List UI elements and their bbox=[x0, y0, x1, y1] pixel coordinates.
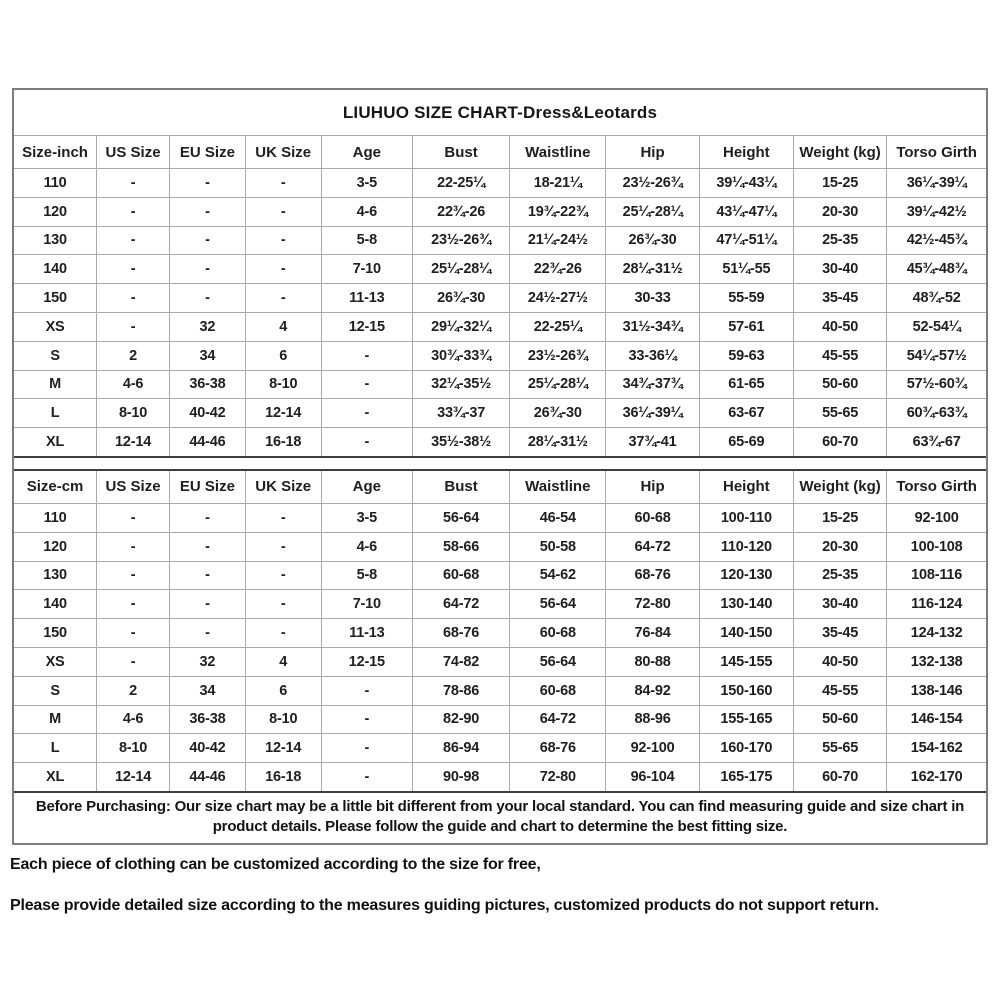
table-cell: 29¼-32¼ bbox=[412, 312, 509, 341]
table-cell: XS bbox=[14, 647, 97, 676]
table-cell: 78-86 bbox=[412, 676, 509, 705]
table-cell: 42½-45¾ bbox=[887, 226, 986, 255]
table-cell: 40-42 bbox=[170, 734, 246, 763]
table-cell: 68-76 bbox=[606, 561, 699, 590]
table-cell: 50-60 bbox=[793, 705, 886, 734]
chart-title: LIUHUO SIZE CHART-Dress&Leotards bbox=[14, 90, 986, 136]
table-cell: 31½-34¾ bbox=[606, 312, 699, 341]
table-cell: 108-116 bbox=[887, 561, 986, 590]
table-cell: 12-14 bbox=[97, 763, 170, 792]
table-cell: 15-25 bbox=[793, 169, 886, 198]
table-cell: 15-25 bbox=[793, 503, 886, 532]
table-row bbox=[14, 312, 986, 341]
table-cell: M bbox=[14, 370, 97, 399]
table-cell: S bbox=[14, 341, 97, 370]
table-cell: 12-15 bbox=[321, 312, 412, 341]
column-header: Size-cm bbox=[14, 470, 97, 504]
table-cell: - bbox=[170, 561, 246, 590]
table-cell: 120 bbox=[14, 532, 97, 561]
table-cell: 5-8 bbox=[321, 561, 412, 590]
table-cell: 140 bbox=[14, 590, 97, 619]
table-cell: 5-8 bbox=[321, 226, 412, 255]
table-cell: 25¼-28¼ bbox=[606, 197, 699, 226]
table-cell: 74-82 bbox=[412, 647, 509, 676]
table-cell: 60¾-63¾ bbox=[887, 399, 986, 428]
table-cell: 100-108 bbox=[887, 532, 986, 561]
table-cell: 80-88 bbox=[606, 647, 699, 676]
table-cell: 23½-26¾ bbox=[606, 169, 699, 198]
table-cell: 57-61 bbox=[699, 312, 793, 341]
table-cell: - bbox=[245, 532, 321, 561]
table-cell: 2 bbox=[97, 341, 170, 370]
table-cell: 86-94 bbox=[412, 734, 509, 763]
table-cell: - bbox=[245, 169, 321, 198]
table-cell: 40-42 bbox=[170, 399, 246, 428]
table-cell: 32 bbox=[170, 312, 246, 341]
table-cell: 72-80 bbox=[510, 763, 606, 792]
table-cell: M bbox=[14, 705, 97, 734]
customization-note-line2: Please provide detailed size according to the measures guiding pictures, customized products do not support return. bbox=[10, 897, 879, 914]
table-cell: 21¼-24½ bbox=[510, 226, 606, 255]
table-cell: 26¾-30 bbox=[606, 226, 699, 255]
table-cell: 90-98 bbox=[412, 763, 509, 792]
table-row bbox=[14, 590, 986, 619]
table-cell: 50-60 bbox=[793, 370, 886, 399]
column-header: US Size bbox=[97, 136, 170, 169]
table-cell: 46-54 bbox=[510, 503, 606, 532]
table-cell: - bbox=[321, 399, 412, 428]
table-cell: - bbox=[97, 647, 170, 676]
table-cell: 63¾-67 bbox=[887, 428, 986, 457]
table-cell: 22-25¼ bbox=[510, 312, 606, 341]
table-row bbox=[14, 676, 986, 705]
table-cell: 72-80 bbox=[606, 590, 699, 619]
size-table-inch bbox=[14, 136, 986, 458]
column-header: Hip bbox=[606, 470, 699, 504]
table-cell: - bbox=[321, 341, 412, 370]
table-cell: 22-25¼ bbox=[412, 169, 509, 198]
table-cell: 146-154 bbox=[887, 705, 986, 734]
table-row bbox=[14, 532, 986, 561]
table-cell: 8-10 bbox=[97, 399, 170, 428]
table-cell: 145-155 bbox=[699, 647, 793, 676]
table-cell: 64-72 bbox=[510, 705, 606, 734]
column-header: Bust bbox=[412, 136, 509, 169]
table-cell: 68-76 bbox=[412, 619, 509, 648]
table-cell: - bbox=[170, 619, 246, 648]
table-cell: - bbox=[170, 590, 246, 619]
table-cell: 39¼-43¼ bbox=[699, 169, 793, 198]
table-cell: 36-38 bbox=[170, 705, 246, 734]
table-cell: 11-13 bbox=[321, 284, 412, 313]
table-cell: 34¾-37¾ bbox=[606, 370, 699, 399]
table-cell: - bbox=[245, 561, 321, 590]
size-chart-panel bbox=[12, 88, 988, 845]
table-cell: 132-138 bbox=[887, 647, 986, 676]
table-cell: 39¼-42½ bbox=[887, 197, 986, 226]
table-cell: 60-70 bbox=[793, 428, 886, 457]
table-cell: - bbox=[97, 197, 170, 226]
table-cell: 45¾-48¾ bbox=[887, 255, 986, 284]
table-cell: - bbox=[97, 284, 170, 313]
table-cell: - bbox=[170, 226, 246, 255]
column-header: Waistline bbox=[510, 470, 606, 504]
table-row bbox=[14, 226, 986, 255]
column-header: US Size bbox=[97, 470, 170, 504]
table-cell: 4 bbox=[245, 312, 321, 341]
table-row bbox=[14, 503, 986, 532]
table-cell: 23½-26¾ bbox=[412, 226, 509, 255]
table-cell: 130-140 bbox=[699, 590, 793, 619]
table-cell: 4-6 bbox=[321, 532, 412, 561]
table-cell: 155-165 bbox=[699, 705, 793, 734]
table-cell: 25-35 bbox=[793, 561, 886, 590]
table-row bbox=[14, 370, 986, 399]
table-cell: 130 bbox=[14, 561, 97, 590]
table-cell: 4-6 bbox=[97, 705, 170, 734]
table-cell: 25¼-28¼ bbox=[510, 370, 606, 399]
table-cell: 40-50 bbox=[793, 312, 886, 341]
table-cell: 140 bbox=[14, 255, 97, 284]
table-cell: - bbox=[321, 705, 412, 734]
table-body-inch bbox=[14, 169, 986, 457]
table-cell: 110 bbox=[14, 503, 97, 532]
table-cell: - bbox=[245, 226, 321, 255]
table-cell: 154-162 bbox=[887, 734, 986, 763]
section-gap bbox=[14, 458, 986, 469]
table-cell: 88-96 bbox=[606, 705, 699, 734]
table-cell: 12-14 bbox=[245, 734, 321, 763]
table-cell: XL bbox=[14, 763, 97, 792]
column-header: Torso Girth bbox=[887, 470, 986, 504]
table-cell: 23½-26¾ bbox=[510, 341, 606, 370]
table-cell: 130 bbox=[14, 226, 97, 255]
column-header: Height bbox=[699, 136, 793, 169]
table-cell: - bbox=[97, 255, 170, 284]
table-cell: 56-64 bbox=[510, 590, 606, 619]
table-cell: - bbox=[170, 503, 246, 532]
table-cell: S bbox=[14, 676, 97, 705]
column-header: EU Size bbox=[170, 470, 246, 504]
table-cell: 4-6 bbox=[97, 370, 170, 399]
table-cell: 30¾-33¾ bbox=[412, 341, 509, 370]
table-cell: 76-84 bbox=[606, 619, 699, 648]
table-cell: - bbox=[170, 532, 246, 561]
size-table-cm bbox=[14, 469, 986, 793]
table-row bbox=[14, 619, 986, 648]
table-cell: 124-132 bbox=[887, 619, 986, 648]
table-cell: 30-40 bbox=[793, 255, 886, 284]
table-cell: 6 bbox=[245, 676, 321, 705]
table-cell: 24½-27½ bbox=[510, 284, 606, 313]
column-header: UK Size bbox=[245, 470, 321, 504]
column-header: Bust bbox=[412, 470, 509, 504]
table-cell: 7-10 bbox=[321, 590, 412, 619]
table-cell: - bbox=[97, 503, 170, 532]
table-cell: 19¾-22¾ bbox=[510, 197, 606, 226]
table-cell: 25¼-28¼ bbox=[412, 255, 509, 284]
table-cell: - bbox=[170, 255, 246, 284]
table-cell: 140-150 bbox=[699, 619, 793, 648]
table-cell: 16-18 bbox=[245, 428, 321, 457]
table-cell: 37¾-41 bbox=[606, 428, 699, 457]
table-cell: 150 bbox=[14, 619, 97, 648]
column-header: Size-inch bbox=[14, 136, 97, 169]
table-cell: 8-10 bbox=[245, 370, 321, 399]
table-row bbox=[14, 255, 986, 284]
table-cell: 60-68 bbox=[510, 676, 606, 705]
table-cell: 60-70 bbox=[793, 763, 886, 792]
table-cell: 150 bbox=[14, 284, 97, 313]
table-cell: - bbox=[97, 312, 170, 341]
table-cell: 51¼-55 bbox=[699, 255, 793, 284]
table-cell: 96-104 bbox=[606, 763, 699, 792]
table-row bbox=[14, 705, 986, 734]
table-cell: 54¼-57½ bbox=[887, 341, 986, 370]
table-cell: 48¾-52 bbox=[887, 284, 986, 313]
column-header: Age bbox=[321, 136, 412, 169]
table-cell: 6 bbox=[245, 341, 321, 370]
table-cell: 36¼-39¼ bbox=[887, 169, 986, 198]
table-cell: 60-68 bbox=[412, 561, 509, 590]
table-cell: 16-18 bbox=[245, 763, 321, 792]
table-cell: 34 bbox=[170, 341, 246, 370]
table-row bbox=[14, 647, 986, 676]
column-header: Weight (kg) bbox=[793, 136, 886, 169]
table-cell: 44-46 bbox=[170, 428, 246, 457]
table-row bbox=[14, 734, 986, 763]
column-header: UK Size bbox=[245, 136, 321, 169]
column-header: Weight (kg) bbox=[793, 470, 886, 504]
table-cell: 12-15 bbox=[321, 647, 412, 676]
header-row-inch bbox=[14, 136, 986, 169]
table-cell: 82-90 bbox=[412, 705, 509, 734]
table-cell: 40-50 bbox=[793, 647, 886, 676]
table-cell: 33¾-37 bbox=[412, 399, 509, 428]
table-cell: 44-46 bbox=[170, 763, 246, 792]
table-cell: - bbox=[245, 197, 321, 226]
table-cell: 54-62 bbox=[510, 561, 606, 590]
table-row bbox=[14, 284, 986, 313]
table-cell: - bbox=[170, 169, 246, 198]
table-cell: 58-66 bbox=[412, 532, 509, 561]
table-cell: - bbox=[245, 590, 321, 619]
table-cell: L bbox=[14, 399, 97, 428]
table-cell: XS bbox=[14, 312, 97, 341]
table-cell: - bbox=[170, 197, 246, 226]
table-cell: 60-68 bbox=[606, 503, 699, 532]
table-cell: - bbox=[245, 619, 321, 648]
table-cell: - bbox=[321, 763, 412, 792]
table-cell: - bbox=[321, 676, 412, 705]
table-cell: 8-10 bbox=[97, 734, 170, 763]
table-cell: 28¼-31½ bbox=[606, 255, 699, 284]
table-cell: 65-69 bbox=[699, 428, 793, 457]
table-cell: - bbox=[321, 428, 412, 457]
table-cell: 45-55 bbox=[793, 341, 886, 370]
header-row-cm bbox=[14, 470, 986, 504]
column-header: Height bbox=[699, 470, 793, 504]
purchase-note: Before Purchasing: Our size chart may be a little bit different from your local standard. You can find measuring guide and size chart in product details. Please follow the guide and chart to determine the best fitting size. bbox=[35, 797, 965, 836]
table-cell: - bbox=[97, 590, 170, 619]
table-cell: 12-14 bbox=[97, 428, 170, 457]
table-cell: 61-65 bbox=[699, 370, 793, 399]
column-header: EU Size bbox=[170, 136, 246, 169]
table-cell: 4 bbox=[245, 647, 321, 676]
table-cell: 22¾-26 bbox=[412, 197, 509, 226]
table-cell: 160-170 bbox=[699, 734, 793, 763]
table-cell: 32¼-35½ bbox=[412, 370, 509, 399]
table-cell: 55-65 bbox=[793, 399, 886, 428]
table-cell: - bbox=[321, 734, 412, 763]
table-cell: 43¼-47¼ bbox=[699, 197, 793, 226]
column-header: Hip bbox=[606, 136, 699, 169]
table-cell: 26¾-30 bbox=[510, 399, 606, 428]
table-cell: - bbox=[245, 503, 321, 532]
table-cell: XL bbox=[14, 428, 97, 457]
table-cell: 25-35 bbox=[793, 226, 886, 255]
table-cell: 3-5 bbox=[321, 503, 412, 532]
table-cell: 64-72 bbox=[606, 532, 699, 561]
table-cell: 2 bbox=[97, 676, 170, 705]
table-cell: 30-33 bbox=[606, 284, 699, 313]
table-cell: 68-76 bbox=[510, 734, 606, 763]
table-cell: 110 bbox=[14, 169, 97, 198]
table-cell: - bbox=[97, 532, 170, 561]
table-cell: 35½-38½ bbox=[412, 428, 509, 457]
table-row bbox=[14, 341, 986, 370]
table-cell: 11-13 bbox=[321, 619, 412, 648]
table-cell: 50-58 bbox=[510, 532, 606, 561]
table-row bbox=[14, 197, 986, 226]
table-cell: 36-38 bbox=[170, 370, 246, 399]
table-cell: 92-100 bbox=[606, 734, 699, 763]
table-cell: 110-120 bbox=[699, 532, 793, 561]
table-cell: 162-170 bbox=[887, 763, 986, 792]
table-cell: 32 bbox=[170, 647, 246, 676]
table-cell: 35-45 bbox=[793, 284, 886, 313]
table-cell: 56-64 bbox=[510, 647, 606, 676]
table-cell: 116-124 bbox=[887, 590, 986, 619]
table-cell: 12-14 bbox=[245, 399, 321, 428]
table-cell: 4-6 bbox=[321, 197, 412, 226]
table-cell: - bbox=[97, 619, 170, 648]
table-cell: 22¾-26 bbox=[510, 255, 606, 284]
table-cell: 28¼-31½ bbox=[510, 428, 606, 457]
table-cell: 36¼-39¼ bbox=[606, 399, 699, 428]
table-cell: 55-65 bbox=[793, 734, 886, 763]
table-cell: 165-175 bbox=[699, 763, 793, 792]
column-header: Waistline bbox=[510, 136, 606, 169]
table-cell: 138-146 bbox=[887, 676, 986, 705]
table-cell: 8-10 bbox=[245, 705, 321, 734]
table-cell: - bbox=[170, 284, 246, 313]
table-cell: 57½-60¾ bbox=[887, 370, 986, 399]
table-cell: 3-5 bbox=[321, 169, 412, 198]
customization-note-line1: Each piece of clothing can be customized according to the size for free, bbox=[10, 856, 541, 873]
table-cell: 92-100 bbox=[887, 503, 986, 532]
column-header: Torso Girth bbox=[887, 136, 986, 169]
table-cell: 26¾-30 bbox=[412, 284, 509, 313]
table-row bbox=[14, 399, 986, 428]
table-cell: 60-68 bbox=[510, 619, 606, 648]
table-cell: - bbox=[97, 561, 170, 590]
table-cell: - bbox=[97, 226, 170, 255]
table-cell: - bbox=[97, 169, 170, 198]
table-cell: 7-10 bbox=[321, 255, 412, 284]
table-cell: 63-67 bbox=[699, 399, 793, 428]
table-cell: 59-63 bbox=[699, 341, 793, 370]
table-cell: 120-130 bbox=[699, 561, 793, 590]
table-cell: 120 bbox=[14, 197, 97, 226]
table-cell: - bbox=[245, 255, 321, 284]
table-cell: 56-64 bbox=[412, 503, 509, 532]
table-cell: 47¼-51¼ bbox=[699, 226, 793, 255]
table-cell: L bbox=[14, 734, 97, 763]
table-cell: 64-72 bbox=[412, 590, 509, 619]
table-cell: - bbox=[245, 284, 321, 313]
table-body-cm bbox=[14, 503, 986, 791]
table-cell: 84-92 bbox=[606, 676, 699, 705]
table-cell: 150-160 bbox=[699, 676, 793, 705]
table-cell: 18-21¼ bbox=[510, 169, 606, 198]
table-cell: - bbox=[321, 370, 412, 399]
table-cell: 33-36¼ bbox=[606, 341, 699, 370]
table-cell: 30-40 bbox=[793, 590, 886, 619]
table-cell: 35-45 bbox=[793, 619, 886, 648]
table-row bbox=[14, 561, 986, 590]
table-row bbox=[14, 428, 986, 457]
table-cell: 20-30 bbox=[793, 197, 886, 226]
table-cell: 20-30 bbox=[793, 532, 886, 561]
table-cell: 45-55 bbox=[793, 676, 886, 705]
table-row bbox=[14, 169, 986, 198]
table-cell: 55-59 bbox=[699, 284, 793, 313]
table-cell: 34 bbox=[170, 676, 246, 705]
table-cell: 100-110 bbox=[699, 503, 793, 532]
table-row bbox=[14, 763, 986, 792]
column-header: Age bbox=[321, 470, 412, 504]
table-cell: 52-54¼ bbox=[887, 312, 986, 341]
